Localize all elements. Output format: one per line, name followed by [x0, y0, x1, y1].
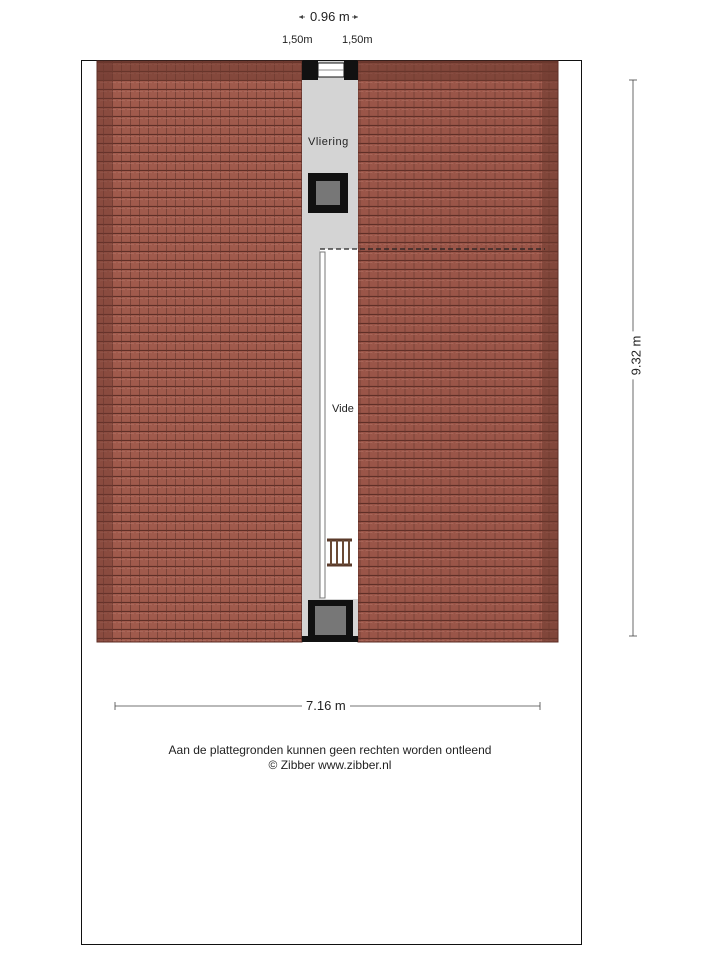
chimney-lower [302, 600, 358, 642]
room-label-void: Vide [332, 403, 354, 415]
copyright-text: © Zibber www.zibber.nl [268, 758, 392, 772]
dimension-total-width: 7.16 m [302, 698, 350, 713]
chimney-upper [308, 173, 348, 213]
dimension-sub-right: 1,50m [342, 34, 373, 46]
dimension-top-width: 0.96 m [310, 9, 350, 24]
room-label-attic: Vliering [308, 136, 349, 148]
void-area [320, 249, 358, 599]
roof-left [97, 61, 302, 642]
roof-right [358, 61, 558, 642]
dimension-total-height: 9.32 m [628, 332, 643, 380]
top-wall [302, 61, 358, 80]
disclaimer-text: Aan de plattegronden kunnen geen rechten worden ontleend [168, 743, 492, 757]
dimension-sub-left: 1,50m [282, 34, 313, 46]
